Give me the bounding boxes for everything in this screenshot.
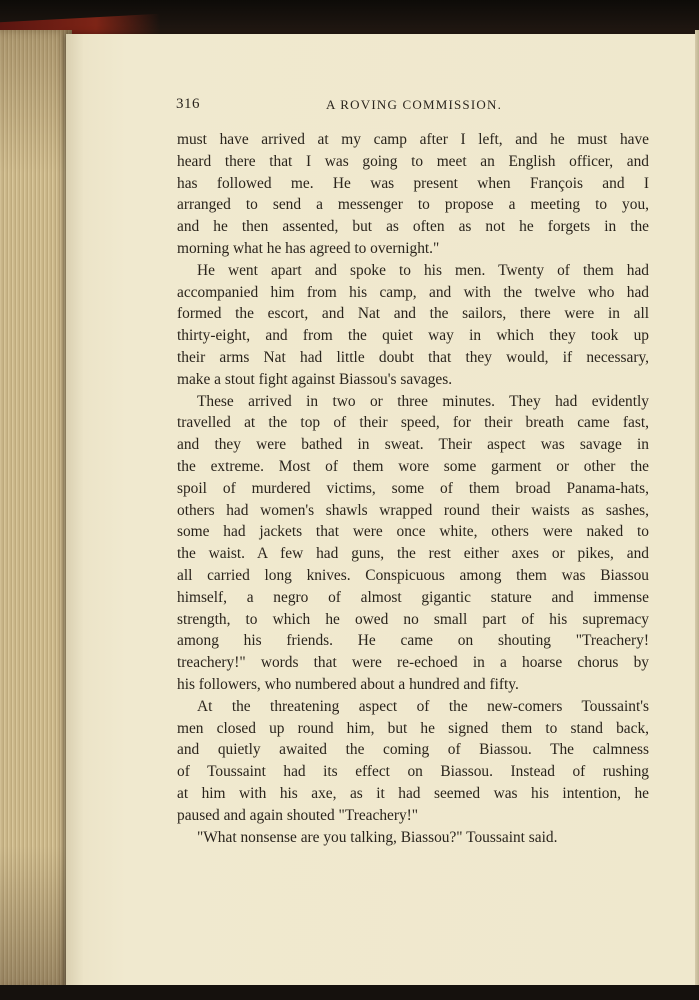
running-title: A ROVING COMMISSION. xyxy=(325,97,503,112)
text-line: and they were bathed in sweat. Their aspect was savage in xyxy=(177,436,649,454)
text-line: and quietly awaited the coming of Biassou. The calmness xyxy=(177,741,649,759)
text-line: accompanied him from his camp, and with the twelve who had xyxy=(177,283,649,301)
text-line: travelled at the top of their speed, for their breath came fast, xyxy=(177,414,649,432)
text-line: thirty-eight, and from the quiet way in which they took up xyxy=(177,327,649,345)
text-line: These arrived in two or three minutes. They had evidently xyxy=(197,392,649,410)
text-line: heard there that I was going to meet an English officer, and xyxy=(177,152,649,170)
text-line: arranged to send a messenger to propose a meeting to you, xyxy=(177,196,649,214)
text-line: make a stout fight against Biassou's savages. xyxy=(177,370,453,388)
page-number: 316 xyxy=(176,96,200,112)
page-right-edge xyxy=(695,30,699,990)
text-line: the extreme. Most of them wore some garment or other the xyxy=(177,457,649,475)
text-line: must have arrived at my camp after I left, and he must have xyxy=(177,131,649,148)
text-line: morning what he has agreed to overnight." xyxy=(177,239,440,257)
text-line: his followers, who numbered about a hundred and fifty. xyxy=(177,675,519,693)
text-line: has followed me. He was present when François and I xyxy=(177,174,649,192)
text-line: himself, a negro of almost gigantic stature and immense xyxy=(177,588,649,606)
body-text xyxy=(177,129,649,848)
text-line: men closed up round him, but he signed them to stand back, xyxy=(177,719,649,737)
page-stack-shadow xyxy=(0,30,72,990)
text-line: some had jackets that were once white, others were naked to xyxy=(177,523,649,541)
text-line: others had women's shawls wrapped round their waists as sashes, xyxy=(177,501,649,519)
text-line: of Toussaint had its effect on Biassou. Instead of rushing xyxy=(177,763,649,781)
text-line: and he then assented, but as often as not he forgets in the xyxy=(177,218,649,236)
text-line: among his friends. He came on shouting "Treachery! xyxy=(177,632,649,650)
text-line: strength, to which he owed no small part of his supremacy xyxy=(177,610,649,628)
text-line: "What nonsense are you talking, Biassou?" Toussaint said. xyxy=(197,828,558,846)
text-line: all carried long knives. Conspicuous among them was Biassou xyxy=(177,566,649,584)
text-line: treachery!" words that were re-echoed in a hoarse chorus by xyxy=(177,654,649,672)
text-line: at him with his axe, as it had seemed was his intention, he xyxy=(177,784,649,802)
text-line: the waist. A few had guns, the rest either axes or pikes, and xyxy=(177,545,649,563)
text-line: their arms Nat had little doubt that they would, if necessary, xyxy=(177,348,649,366)
text-line: paused and again shouted "Treachery!" xyxy=(177,806,419,824)
text-line: He went apart and spoke to his men. Twenty of them had xyxy=(197,261,649,279)
running-head xyxy=(176,96,652,118)
text-line: formed the escort, and Nat and the sailors, there were in all xyxy=(177,305,649,323)
text-line: spoil of murdered victims, some of them broad Panama-hats, xyxy=(177,479,649,497)
background-bottom xyxy=(0,985,699,1000)
text-line: At the threatening aspect of the new-comers Toussaint's xyxy=(197,697,649,715)
